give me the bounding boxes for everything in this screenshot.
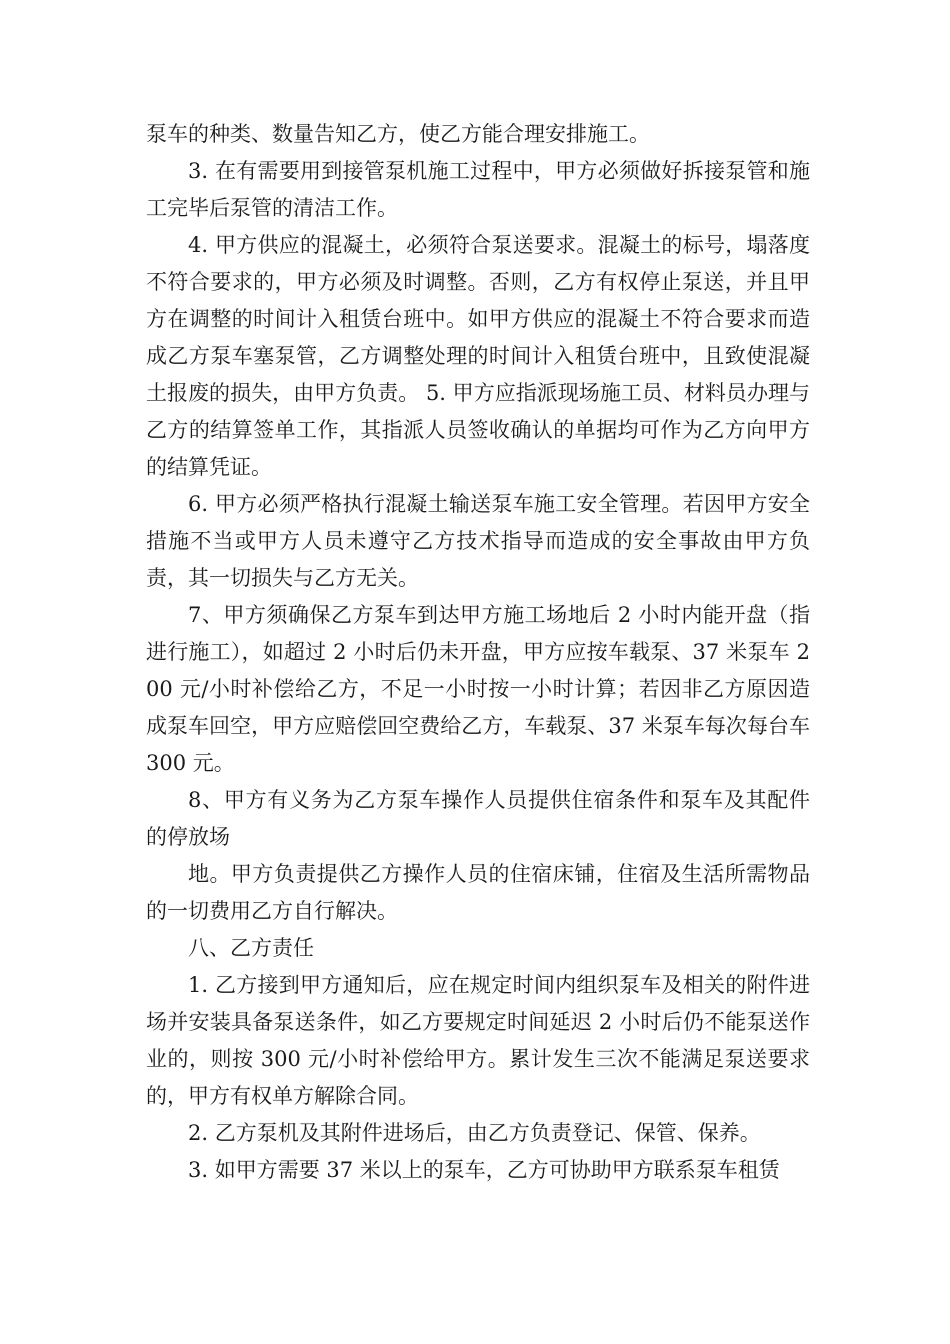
paragraph-clause-3: 3. 在有需要用到接管泵机施工过程中，甲方必须做好拆接泵管和施工完毕后泵管的清洁工作。 <box>146 159 810 220</box>
document-body <box>146 116 810 1189</box>
paragraph-pump-type-notice: 泵车的种类、数量告知乙方，使乙方能合理安排施工。 <box>146 122 650 146</box>
paragraph-clause-6: 6. 甲方必须严格执行混凝土输送泵车施工安全管理。若因甲方安全措施不当或甲方人员未遵守乙方技术指导而造成的安全事故由甲方负责，其一切损失与乙方无关。 <box>146 492 810 590</box>
paragraph-clause-8: 8、甲方有义务为乙方泵车操作人员提供住宿条件和泵车及其配件的停放场 <box>146 788 810 849</box>
paragraph-clause-4-5: 4. 甲方供应的混凝土，必须符合泵送要求。混凝土的标号，塌落度不符合要求的，甲方必须及时调整。否则，乙方有权停止泵送，并且甲方在调整的时间计入租赁台班中。如甲方供应的混凝土不符合要求而造成乙方泵车塞泵管，乙方调整处理的时间计入租赁台班中，且致使混凝土报废的损失，由甲方负责。 5. 甲方应指派现场施工员、材料员办理与乙方的结算签单工作，其指派人员签收确认的单据均可作为乙方向甲方的结算凭证。 <box>146 233 810 479</box>
section-heading-party-b: 八、乙方责任 <box>188 936 314 960</box>
paragraph-clause-8-continued: 地。甲方负责提供乙方操作人员的住宿床铺，住宿及生活所需物品的一切费用乙方自行解决。 <box>146 862 810 923</box>
paragraph-party-b-clause-1: 1. 乙方接到甲方通知后，应在规定时间内组织泵车及相关的附件进场并安装具备泵送条件，如乙方要规定时间延迟 2 小时后仍不能泵送作业的，则按 300 元/小时补偿给甲方。累计发生三次不能满足泵送要求的，甲方有权单方解除合同。 <box>146 973 810 1108</box>
paragraph-party-b-clause-3: 3. 如甲方需要 37 米以上的泵车，乙方可协助甲方联系泵车租赁 <box>188 1158 780 1182</box>
paragraph-party-b-clause-2: 2. 乙方泵机及其附件进场后，由乙方负责登记、保管、保养。 <box>188 1121 761 1145</box>
paragraph-clause-7: 7、甲方须确保乙方泵车到达甲方施工场地后 2 小时内能开盘（指进行施工），如超过 2 小时后仍未开盘，甲方应按车载泵、37 米泵车 200 元/小时补偿给乙方，不足一小时按一小时计算；若因非乙方原因造成泵车回空，甲方应赔偿回空费给乙方，车载泵、37 米泵车每次每台车 300 元。 <box>146 603 810 775</box>
